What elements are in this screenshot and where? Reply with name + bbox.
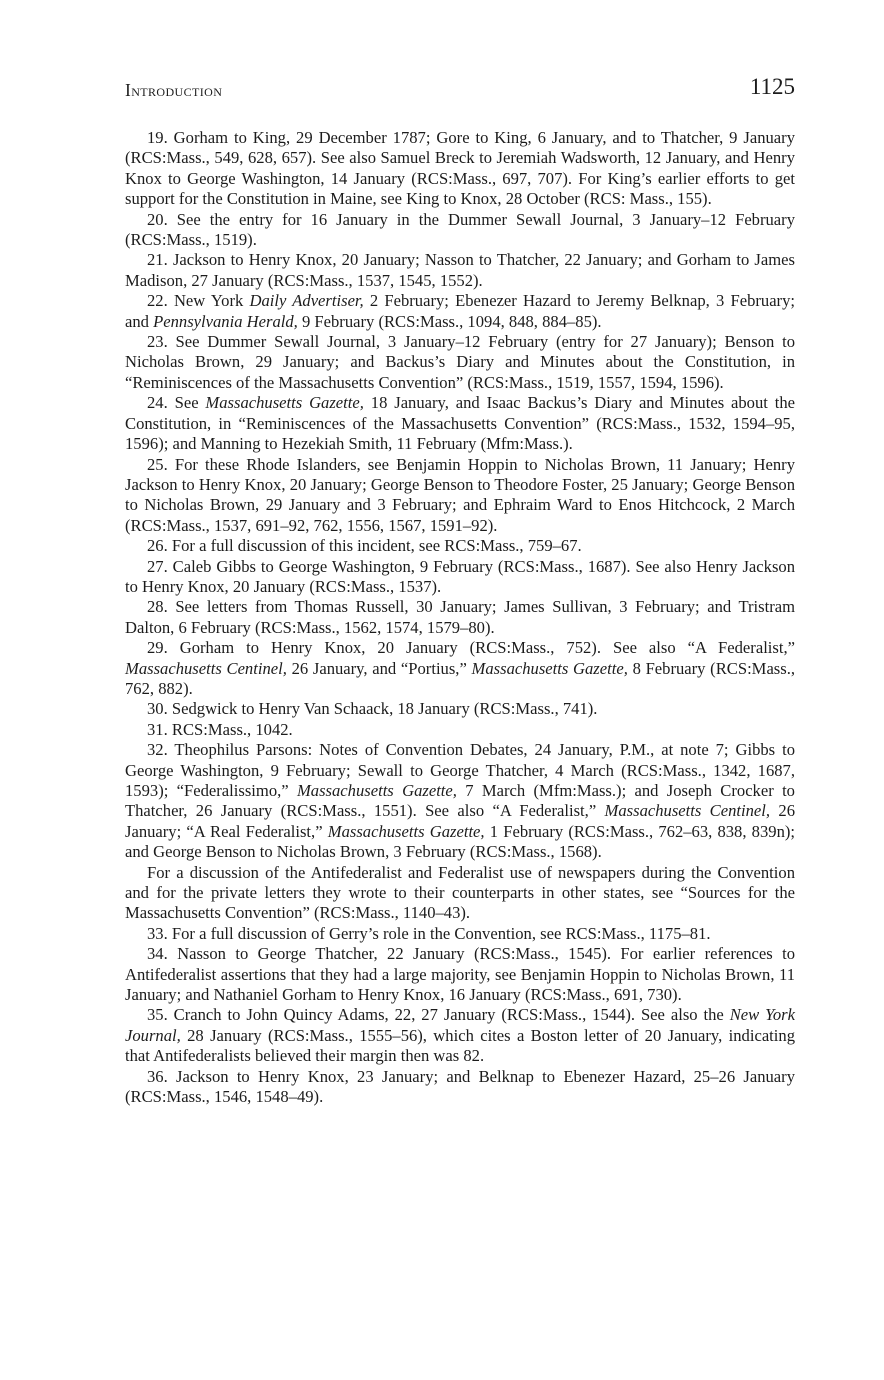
endnote <box>125 863 795 924</box>
endnote <box>125 210 795 251</box>
endnote-text: 28. See letters from Thomas Russell, 30 January; James Sullivan, 3 February; and Tristram Dalton, 6 February (RCS:Mass., 1562, 1574, 1579–80). <box>125 597 795 637</box>
endnote-text: 22. New York <box>147 291 250 311</box>
endnote <box>125 393 795 454</box>
endnote-italic-title: Massachusetts Centinel, <box>604 801 771 821</box>
endnote <box>125 455 795 537</box>
running-head <box>125 74 795 108</box>
endnote <box>125 699 795 719</box>
endnote-text: 36. Jackson to Henry Knox, 23 January; and Belknap to Ebenezer Hazard, 25–26 January (RCS:Mass., 1546, 1548–49). <box>125 1066 795 1107</box>
endnote-italic-title: Daily Advertiser, <box>249 291 364 311</box>
endnote-text: 25. For these Rhode Islanders, see Benjamin Hoppin to Nicholas Brown, 11 January; Henry Jackson to Henry Knox, 20 January; George Benson to Theodore Foster, 25 January; George Benson to Nicholas Brown, 29 January and 3 February; and Ephraim Ward to Enos Hitchcock, 2 March (RCS:Mass., 1537, 691–92, 762, 1556, 1567, 1591–92). <box>125 454 795 535</box>
endnote-text: 31. RCS:Mass., 1042. <box>147 719 293 739</box>
endnote <box>125 638 795 699</box>
endnote-text: 23. See Dummer Sewall Journal, 3 January–12 February (entry for 27 January); Benson to Nicholas Brown, 29 January; and Backus’s Diary and Minutes about the Constitution, in “Reminiscences of the Massachusetts Convention” (RCS:Mass., 1519, 1557, 1594, 1596). <box>125 332 795 392</box>
endnote-text: 9 February (RCS:Mass., 1094, 848, 884–85). <box>297 311 602 331</box>
endnote-text: 28 January (RCS:Mass., 1555–56), which cites a Boston letter of 20 January, indicating that Antifederalists believed their margin then was 82. <box>125 1025 795 1066</box>
endnote-italic-title: Massachusetts Gazette, <box>296 781 457 800</box>
endnote <box>125 1005 795 1066</box>
page-number: 1125 <box>749 74 795 99</box>
endnote-italic-title: Pennsylvania Herald, <box>153 311 298 331</box>
endnote <box>125 291 795 332</box>
endnote-text: 21. Jackson to Henry Knox, 20 January; Nasson to Thatcher, 22 January; and Gorham to James Madison, 27 January (RCS:Mass., 1537, 1545, 1552). <box>125 250 795 290</box>
endnotes <box>125 128 795 1108</box>
endnote <box>125 536 795 556</box>
endnote-italic-title: Massachusetts Centinel, <box>125 658 287 678</box>
endnote-italic-title: Massachusetts Gazette, <box>327 821 485 841</box>
endnote <box>125 250 795 291</box>
endnote-text: 26. For a full discussion of this incident, see RCS:Mass., 759–67. <box>147 536 582 556</box>
endnote <box>125 740 795 862</box>
endnote <box>125 720 795 740</box>
endnote-text: For a discussion of the Antifederalist and Federalist use of newspapers during the Convention and for the private letters they wrote to their counterparts in other states, see “Sources for the Massachusetts Convention” (RCS:Mass., 1140–43). <box>125 862 795 923</box>
endnote-text: 8 February (RCS:Mass., 762, 882). <box>125 658 796 698</box>
endnote-text: 18 January, and Isaac Backus’s Diary and Minutes about the Constitution, in “Reminiscences of the Massachusetts Convention” (RCS:Mass., 1532, 1594–95, 1596); and Manning to Hezekiah Smith, 11 February (Mfm:Mass.). <box>125 393 796 454</box>
endnote-text: 2 February; Ebenezer Hazard to Jeremy Belknap, 3 February; and <box>125 291 795 331</box>
endnote <box>125 1067 795 1108</box>
endnote <box>125 924 795 944</box>
endnote-text: 1 February (RCS:Mass., 762–63, 838, 839n); and George Benson to Nicholas Brown, 3 February (RCS:Mass., 1568). <box>125 821 796 862</box>
endnote <box>125 128 795 210</box>
endnote-italic-title: New York Journal, <box>125 1005 795 1045</box>
endnote-text: 27. Caleb Gibbs to George Washington, 9 February (RCS:Mass., 1687). See also Henry Jackson to Henry Knox, 20 January (RCS:Mass., 1537). <box>125 556 795 596</box>
endnote-text: 35. Cranch to John Quincy Adams, 22, 27 January (RCS:Mass., 1544). See also the <box>147 1005 730 1025</box>
endnote-text: 33. For a full discussion of Gerry’s role in the Convention, see RCS:Mass., 1175–81. <box>147 923 711 943</box>
endnote-text: 7 March (Mfm:Mass.); and Joseph Crocker to Thatcher, 26 January (RCS:Mass., 1551). See also “A Federalist,” <box>125 781 795 821</box>
endnote-text: 26 January, and “Portius,” <box>286 658 472 678</box>
endnote-text: 32. Theophilus Parsons: Notes of Convention Debates, 24 January, P.M., at note 7; Gibbs to George Washington, 9 February; Sewall to George Thatcher, 4 March (RCS:Mass., 1342, 1687, 1593); “Federalissimo,” <box>125 740 795 800</box>
endnote-text: 19. Gorham to King, 29 December 1787; Gore to King, 6 January, and to Thatcher, 9 January (RCS:Mass., 549, 628, 657). See also Samuel Breck to Jeremiah Wadsworth, 12 January, and Henry Knox to George Washington, 14 January (RCS:Mass., 697, 707). For King’s earlier efforts to get support for the Constitution in Maine, see King to Knox, 28 October (RCS: Mass., 155). <box>125 128 795 209</box>
endnote <box>125 557 795 598</box>
endnote <box>125 597 795 638</box>
endnote <box>125 332 795 393</box>
endnote-text: 24. See <box>147 393 206 413</box>
endnote-text: 20. See the entry for 16 January in the Dummer Sewall Journal, 3 January–12 February (RCS:Mass., 1519). <box>125 209 795 250</box>
running-title: Introduction <box>125 80 223 100</box>
endnote-italic-title: Massachusetts Gazette, <box>471 658 628 678</box>
endnote-text: 29. Gorham to Henry Knox, 20 January (RCS:Mass., 752). See also “A Federalist,” <box>147 638 795 658</box>
endnote-text: 30. Sedgwick to Henry Van Schaack, 18 January (RCS:Mass., 741). <box>147 699 598 719</box>
endnote-italic-title: Massachusetts Gazette, <box>205 393 364 413</box>
endnote <box>125 944 795 1005</box>
endnote-text: 34. Nasson to George Thatcher, 22 January (RCS:Mass., 1545). For earlier references to Antifederalist assertions that they had a large majority, see Benjamin Hoppin to Nicholas Brown, 11 January; and Nathaniel Gorham to Henry Knox, 16 January (RCS:Mass., 691, 730). <box>125 944 795 1005</box>
endnote-text: 26 January; “A Real Federalist,” <box>125 801 796 841</box>
